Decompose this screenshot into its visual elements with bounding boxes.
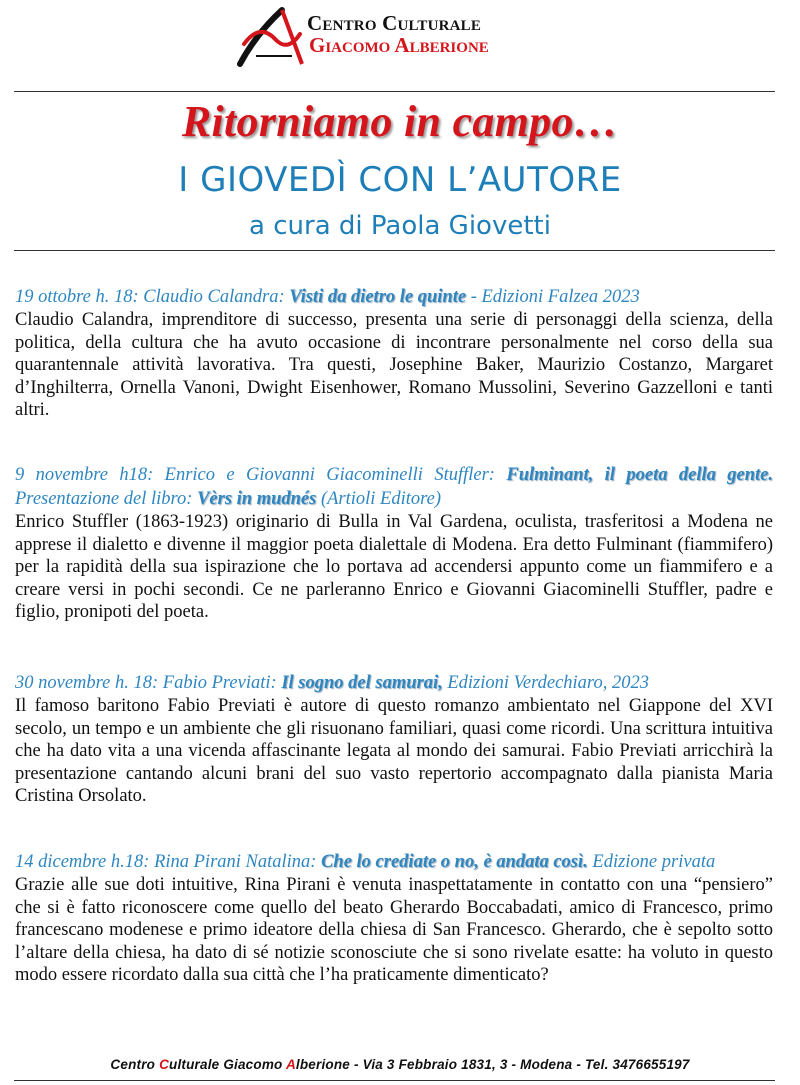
org-line1: Centro Culturale (307, 11, 482, 35)
event-heading (15, 463, 773, 511)
divider (14, 91, 775, 92)
event-item (15, 285, 773, 422)
book-title: Visti da dietro le quinte (284, 287, 467, 307)
event-description: Enrico Stuffler (1863-1923) originario di Bulla in Val Gardena, oculista, trasferitosi a Modena ne apprese il dialetto e divenne il maggior poeta dialettale di Modena. Era detto Fulminant (fiammifero) per la rapidità della sua ispirazione che lo portava ad accendersi appunto come un fiammifero e a creare versi in pochi secondi. Ce ne parleranno Enrico e Giovanni Giacominelli Stuffler, padre e figlio, pronipoti del poeta. (15, 512, 773, 622)
book-title: Che lo crediate o no, è andata così. (316, 852, 588, 872)
footer-text: lberione - Via 3 Febbraio 1831, 3 - Modena - Tel. 3476655197 (295, 1057, 690, 1072)
book-title: Il sogno del samurai, (276, 673, 443, 693)
event-heading (15, 285, 773, 309)
footer-initial-a: A (285, 1057, 296, 1072)
event-author: Enrico e Giovanni Giacominelli Stuffler: (153, 465, 495, 485)
footer-text: Centro (110, 1057, 160, 1072)
footer-text: ulturale Giacomo (169, 1057, 286, 1072)
event-description: Grazie alle sue doti intuitive, Rina Pirani è venuta inaspettatamente in contatto con una “pensiero” che si è fatto riconoscere come quello del beato Gherardo Boccabadati, amico di Francesco, primo francescano modenese e primo ideatore della chiesa di San Francesco. Gherardo, che è sepolto sotto l’altare della chiesa, ha dato di sé notizie sconosciute che si sono rivelate esatte: ha voluto in questo modo essere ricordato dalla sua città che l’ha praticamente dimenticato? (15, 875, 773, 985)
event-date: 9 novembre h18: (15, 465, 154, 485)
event-description: Claudio Calandra, imprenditore di successo, presenta una serie di personaggi della scienza, della politica, della cultura che ha avuto occasione di incontrare personalmente nel corso della sua quarantennale attività lavorativa. Tra questi, Josephine Baker, Maurizio Costanzo, Margaret d’Inghilterra, Ornella Vanoni, Dwight Eisenhower, Romano Mussolini, Severino Gazzelloni e tanti altri. (15, 310, 773, 420)
event-heading (15, 850, 773, 874)
book-title-2: Vèrs in mudnés (192, 489, 317, 509)
event-item (15, 850, 773, 987)
event-publisher: (Artioli Editore) (316, 489, 442, 509)
event-date: 14 dicembre h.18: (15, 852, 150, 872)
event-item (15, 463, 773, 624)
event-author: Claudio Calandra: (138, 287, 285, 307)
organization-name (307, 12, 489, 56)
event-item (15, 671, 773, 808)
event-heading (15, 671, 773, 695)
event-date: 19 ottobre h. 18: (15, 287, 139, 307)
event-publisher: Edizioni Verdechiaro, 2023 (442, 673, 649, 693)
subheadline: I GIOVEDÌ CON L’AUTORE (178, 160, 622, 200)
event-author: Fabio Previati: (158, 673, 277, 693)
event-date: 30 novembre h. 18: (15, 673, 159, 693)
footer-contact (0, 1057, 800, 1072)
event-publisher: - Edizioni Falzea 2023 (466, 287, 640, 307)
divider (14, 1080, 775, 1081)
headline: Ritorniamo in campo… (181, 97, 619, 146)
divider (14, 250, 775, 251)
org-line2: Giacomo Alberione (309, 33, 489, 58)
logo-icon (236, 4, 306, 68)
footer-initial-c: C (159, 1057, 170, 1072)
event-author: Rina Pirani Natalina: (149, 852, 317, 872)
book-title: Fulminant, il poeta della gente. (494, 465, 773, 485)
event-note: Presentazione del libro: (15, 489, 193, 509)
event-description: Il famoso baritono Fabio Previati è autore di questo romanzo ambientato nel Giappone del XVI secolo, un tempo e un ambiente che gli risuonano familiari, quasi come ricordi. Una scrittura intuitiva che ha dato vita a una vicenda affascinante legata al mondo dei samurai. Fabio Previati arricchirà la presentazione cantando alcuni brani del suo vasto repertorio accompagnato dalla pianista Maria Cristina Orsolato. (15, 696, 773, 806)
event-publisher: Edizione privata (587, 852, 716, 872)
curator-line: a cura di Paola Giovetti (249, 211, 551, 241)
